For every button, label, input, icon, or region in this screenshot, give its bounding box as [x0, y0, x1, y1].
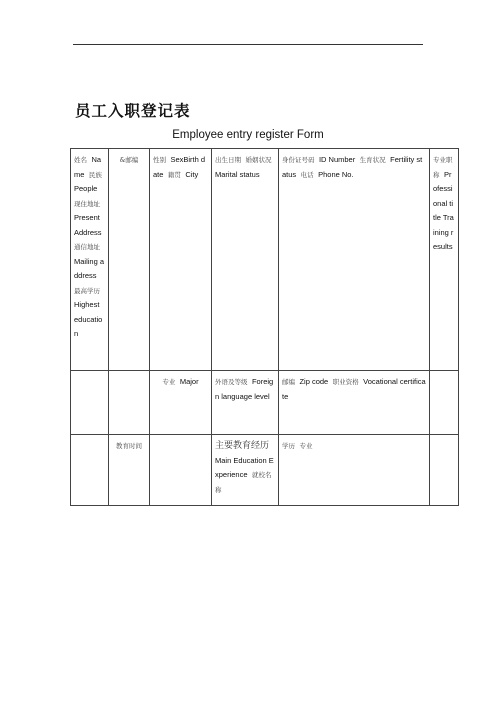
- chinese-label: 电话: [300, 170, 314, 179]
- english-label: City: [185, 169, 199, 179]
- form-title-chinese: 员工入职登记表: [75, 102, 191, 120]
- table-row: [71, 371, 459, 435]
- header-rule: [73, 44, 423, 45]
- degree-major-cell: [279, 435, 430, 506]
- foreign-language-cell: [212, 371, 279, 435]
- chinese-label: 民族: [88, 170, 102, 179]
- employee-register-table: [70, 148, 459, 506]
- chinese-label: 婚姻状况: [245, 156, 272, 164]
- english-label: Zip code: [299, 377, 329, 386]
- education-time-cell: [109, 435, 150, 506]
- chinese-label: 外语及等级: [215, 378, 248, 386]
- zip-vocational-cell: [279, 371, 430, 435]
- empty-cell: [430, 371, 459, 435]
- english-label: Major: [179, 377, 199, 386]
- chinese-label: &邮编: [119, 156, 139, 164]
- table-row: [71, 149, 459, 371]
- chinese-label: 邮编: [282, 378, 295, 386]
- english-label: Foreign language level: [215, 377, 274, 401]
- personal-info-labels-cell: [71, 149, 109, 371]
- english-label: Name: [74, 155, 102, 179]
- english-label: Marital status: [215, 169, 260, 179]
- zip-label-cell: [109, 149, 150, 371]
- id-fertility-phone-cell: [279, 149, 430, 371]
- chinese-label: 通信地址: [74, 243, 100, 251]
- chinese-label: 专业职称: [433, 156, 453, 179]
- chinese-label: 姓名: [74, 156, 87, 164]
- chinese-label: 生育状况: [359, 156, 386, 164]
- chinese-label: 就校名称: [215, 471, 272, 494]
- chinese-label: 现住地址: [74, 199, 100, 208]
- chinese-label: 专业: [299, 442, 313, 450]
- empty-cell: [71, 371, 109, 435]
- table-row: [71, 435, 459, 506]
- english-label: Vocational certificate: [282, 377, 426, 401]
- chinese-label: 籍贯: [167, 170, 181, 179]
- major-cell: [150, 371, 212, 435]
- chinese-label: 学历: [282, 442, 295, 450]
- chinese-label: 职业资格: [332, 378, 359, 386]
- empty-cell: [109, 371, 150, 435]
- english-label: Professional title Training results: [433, 169, 454, 251]
- chinese-label: 专业: [162, 378, 176, 386]
- chinese-label: 性别: [153, 156, 166, 164]
- english-label: Main Education Experience: [215, 455, 274, 479]
- english-label: People: [74, 184, 98, 193]
- gender-birth-cell: [150, 149, 212, 371]
- english-label: Phone No.: [318, 169, 354, 179]
- empty-cell: [150, 435, 212, 506]
- empty-cell: [430, 435, 459, 506]
- empty-cell: [71, 435, 109, 506]
- english-label: Present Address: [74, 213, 102, 237]
- english-label: Fertility status: [282, 155, 423, 179]
- education-experience-cell: [212, 435, 279, 506]
- birthdate-marital-cell: [212, 149, 279, 371]
- english-label: SexBirth date: [153, 155, 206, 179]
- chinese-label: 身份证号码: [282, 156, 315, 164]
- professional-title-cell: [430, 149, 459, 371]
- chinese-label: 教育时间: [116, 442, 142, 450]
- chinese-label: 最高学历: [74, 286, 100, 295]
- english-label: Highest education: [74, 300, 103, 338]
- chinese-label: 出生日期: [215, 156, 241, 164]
- english-label: ID Number: [318, 155, 356, 164]
- english-label: Mailing address: [74, 256, 105, 280]
- chinese-label: 主要教育经历: [215, 441, 270, 451]
- form-title-english: Employee entry register Form: [172, 129, 324, 141]
